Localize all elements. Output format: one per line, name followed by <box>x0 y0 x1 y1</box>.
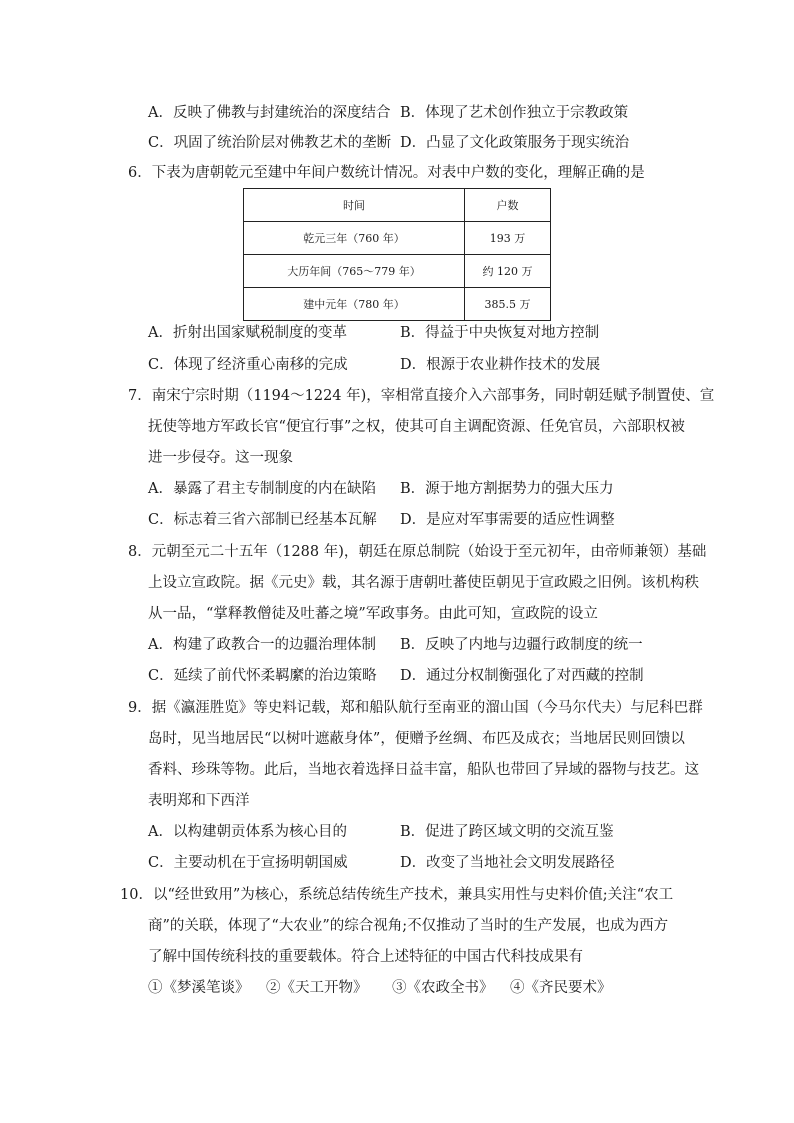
table-cell: 385.5 万 <box>465 288 551 321</box>
q8-option-b: B．反映了内地与边疆行政制度的统一 <box>400 637 643 653</box>
q6-stem: 6．下表为唐朝乾元至建中年间户数统计情况。对表中户数的变化，理解正确的是 <box>128 165 645 181</box>
table-cell: 大历年间（765～779 年） <box>244 255 465 288</box>
table-cell: 约 120 万 <box>465 255 551 288</box>
q6-option-a: A．折射出国家赋税制度的变革 <box>148 325 347 341</box>
q10-item: ②《天工开物》 <box>266 980 368 996</box>
q9-option-b: B．促进了跨区域文明的交流互鉴 <box>400 824 614 840</box>
q7-option-d: D．是应对军事需要的适应性调整 <box>400 512 615 528</box>
q6-option-c: C．体现了经济重心南移的完成 <box>148 357 348 373</box>
q10-stem-line: 10．以“经世致用”为核心，系统总结传统生产技术，兼具实用性与史料价值;关注“农工 <box>120 887 674 903</box>
q7-option-a: A．暴露了君主专制制度的内在缺陷 <box>148 481 376 497</box>
q8-stem-line: 8．元朝至元二十五年（1288 年)，朝廷在原总制院（始设于至元初年，由帝师兼领）基础 <box>128 544 707 560</box>
q10-item: ③《农政全书》 <box>392 980 494 996</box>
q10-stem-line: 了解中国传统科技的重要载体。符合上述特征的中国古代科技成果有 <box>148 949 583 965</box>
q8-stem-line: 上设立宣政院。据《元史》载，其名源于唐朝吐蕃使臣朝见于宣政殿之旧例。该机构秩 <box>148 575 699 591</box>
q6-option-b: B．得益于中央恢复对地方控制 <box>400 325 600 341</box>
q7-stem-line: 7．南宋宁宗时期（1194～1224 年)，宰相常直接介入六部事务，同时朝廷赋予制置使、宣 <box>128 388 715 404</box>
table-header-cell: 时间 <box>244 189 465 222</box>
table-row <box>244 288 551 321</box>
q9-stem-line: 9．据《瀛涯胜览》等史料记载，郑和船队航行至南亚的溜山国（今马尔代夫）与尼科巴群 <box>128 700 703 716</box>
q9-stem-line: 表明郑和下西洋 <box>148 793 250 809</box>
q8-option-c: C．延续了前代怀柔羁縻的治边策略 <box>148 668 377 684</box>
table-cell: 建中元年（780 年） <box>244 288 465 321</box>
q10-item: ①《梦溪笔谈》 <box>148 980 250 996</box>
q8-stem-line: 从一品，“掌释教僧徒及吐蕃之境”军政事务。由此可知，宣政院的设立 <box>148 606 598 622</box>
household-table <box>243 188 551 321</box>
q9-option-a: A．以构建朝贡体系为核心目的 <box>148 824 347 840</box>
q5-option-b: B．体现了艺术创作独立于宗教政策 <box>400 105 629 121</box>
q7-stem-line: 抚使等地方军政长官“便宜行事”之权，使其可自主调配资源、任免官员，六部职权被 <box>148 419 685 435</box>
q10-item: ④《齐民要术》 <box>510 980 612 996</box>
q9-stem-line: 香料、珍珠等物。此后，当地衣着选择日益丰富，船队也带回了异域的器物与技艺。这 <box>148 762 699 778</box>
table-row <box>244 222 551 255</box>
table-header-row <box>244 189 551 222</box>
table-cell: 193 万 <box>465 222 551 255</box>
q7-stem-line: 进一步侵夺。这一现象 <box>148 450 293 466</box>
q8-option-d: D．通过分权制衡强化了对西藏的控制 <box>400 668 644 684</box>
q7-option-b: B．源于地方割据势力的强大压力 <box>400 481 614 497</box>
q9-option-d: D．改变了当地社会文明发展路径 <box>400 855 615 871</box>
q8-option-a: A．构建了政教合一的边疆治理体制 <box>148 637 376 653</box>
table-cell: 乾元三年（760 年） <box>244 222 465 255</box>
q9-stem-line: 岛时，见当地居民“以树叶遮蔽身体”，便赠予丝绸、布匹及成衣；当地居民则回馈以 <box>148 731 685 747</box>
q6-option-d: D．根源于农业耕作技术的发展 <box>400 357 601 373</box>
q5-option-a: A．反映了佛教与封建统治的深度结合 <box>148 105 391 121</box>
table-header-cell: 户数 <box>465 189 551 222</box>
q5-option-d: D．凸显了文化政策服务于现实统治 <box>400 135 630 151</box>
q10-stem-line: 商”的关联，体现了“大农业”的综合视角;不仅推动了当时的生产发展，也成为西方 <box>148 918 669 934</box>
q7-option-c: C．标志着三省六部制已经基本瓦解 <box>148 512 377 528</box>
table-row <box>244 255 551 288</box>
q9-option-c: C．主要动机在于宣扬明朝国威 <box>148 855 348 871</box>
q5-option-c: C．巩固了统治阶层对佛教艺术的垄断 <box>148 135 392 151</box>
